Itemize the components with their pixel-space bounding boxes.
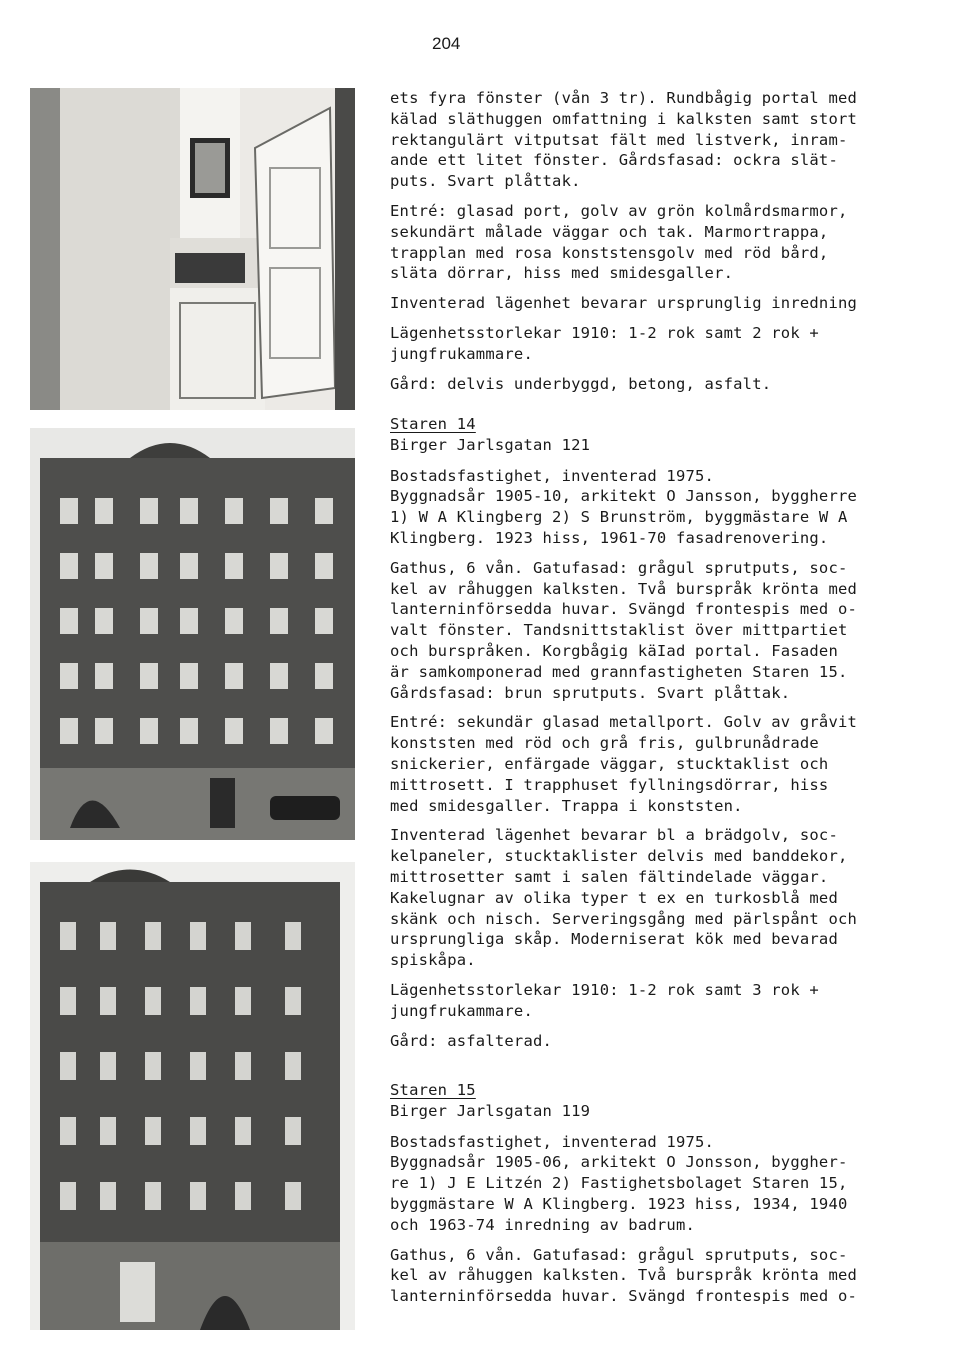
section-staren-14 [390, 414, 882, 1060]
section-heading [390, 414, 882, 456]
paragraph: Bostadsfastighet, inventerad 1975. Byggnadsår 1905-06, arkitekt O Jonsson, byggher- re 1) J E Litzén 2) Fastighetsbolaget Staren 15, byggmästare W A Klingberg. 1923 hiss, 1934, 1940 och 1963-74 inredning av badrum. [390, 1132, 848, 1234]
interior-photo [30, 88, 355, 410]
property-title: Staren 14 [390, 415, 476, 433]
paragraph: Gård: delvis underbyggd, betong, asfalt. [390, 374, 772, 393]
facade-photo-staren-14 [30, 428, 355, 840]
property-address: Birger Jarlsgatan 119 [390, 1101, 591, 1120]
paragraph: Gathus, 6 vån. Gatufasad: grågul sprutputs, soc- kel av råhuggen kalksten. Två burspråk krönta med lanterninförsedda huvar. Svängd frontespis med o- [390, 1245, 858, 1306]
property-address: Birger Jarlsgatan 121 [390, 435, 591, 454]
property-title: Staren 15 [390, 1081, 476, 1099]
section-staren-15 [390, 1080, 882, 1316]
paragraph: Inventerad lägenhet bevarar ursprunglig inredning [390, 294, 858, 313]
paragraph: Inventerad lägenhet bevarar bl a brädgolv, soc- kelpaneler, stucktaklister delvis med banddekor, mittrosetter samt i salen fältindelade väggar. Kakelugnar av olika typer t ex en turkosblå med skänk och nisch. Serveringsgång med pärlspånt och ursprungliga skåp. Moderniserat kök med bevarad spiskåpa. [390, 826, 858, 970]
paragraph: Gathus, 6 vån. Gatufasad: grågul sprutputs, soc- kel av råhuggen kalksten. Två burspråk krönta med lanterninförsedda huvar. Svängd frontespis med o- valt fönster. Tandsnittstaklist över mittpartiet och burspråken. Korgbågig käIad portal. Fasaden är samkomponerad med grannfastigheten Staren 15. Gårdsfasad: brun sprutputs. Svart plåttak. [390, 558, 858, 702]
paragraph: ets fyra fönster (vån 3 tr). Rundbågig portal med kälad släthuggen omfattning i kalksten samt stort rektangulärt vitputsat fält med listverk, inram- ande ett litet fönster. Gårdsfasad: ockra slät- puts. Svart plåttak. [390, 89, 858, 191]
paragraph: Gård: asfalterad. [390, 1031, 553, 1050]
paragraph: Bostadsfastighet, inventerad 1975. Byggnadsår 1905-10, arkitekt O Jansson, byggherre 1) W A Klingberg 2) S Brunström, byggmästare W A Klingberg. 1923 hiss, 1961-70 fasadrenovering. [390, 466, 858, 547]
page-number: 204 [432, 34, 461, 53]
paragraph: Lägenhetsstorlekar 1910: 1-2 rok samt 2 rok + jungfrukammare. [390, 323, 819, 363]
paragraph: Entré: sekundär glasad metallport. Golv av gråvit konststen med röd och grå fris, gulbrunådrade snickerier, enfärgade väggar, stucktaklist och mittrosett. I trapphuset fyllningsdörrar, hiss med smidesgaller. Trappa i konststen. [390, 713, 858, 815]
section-heading [390, 1080, 882, 1122]
paragraph: Lägenhetsstorlekar 1910: 1-2 rok samt 3 rok + jungfrukammare. [390, 980, 819, 1020]
text-block-intro [390, 88, 882, 403]
facade-photo-staren-15 [30, 862, 355, 1330]
paragraph: Entré: glasad port, golv av grön kolmårdsmarmor, sekundärt målade väggar och tak. Marmortrappa, trapplan med rosa konststensgolv med röd bård, släta dörrar, hiss med smidesgaller. [390, 201, 848, 283]
